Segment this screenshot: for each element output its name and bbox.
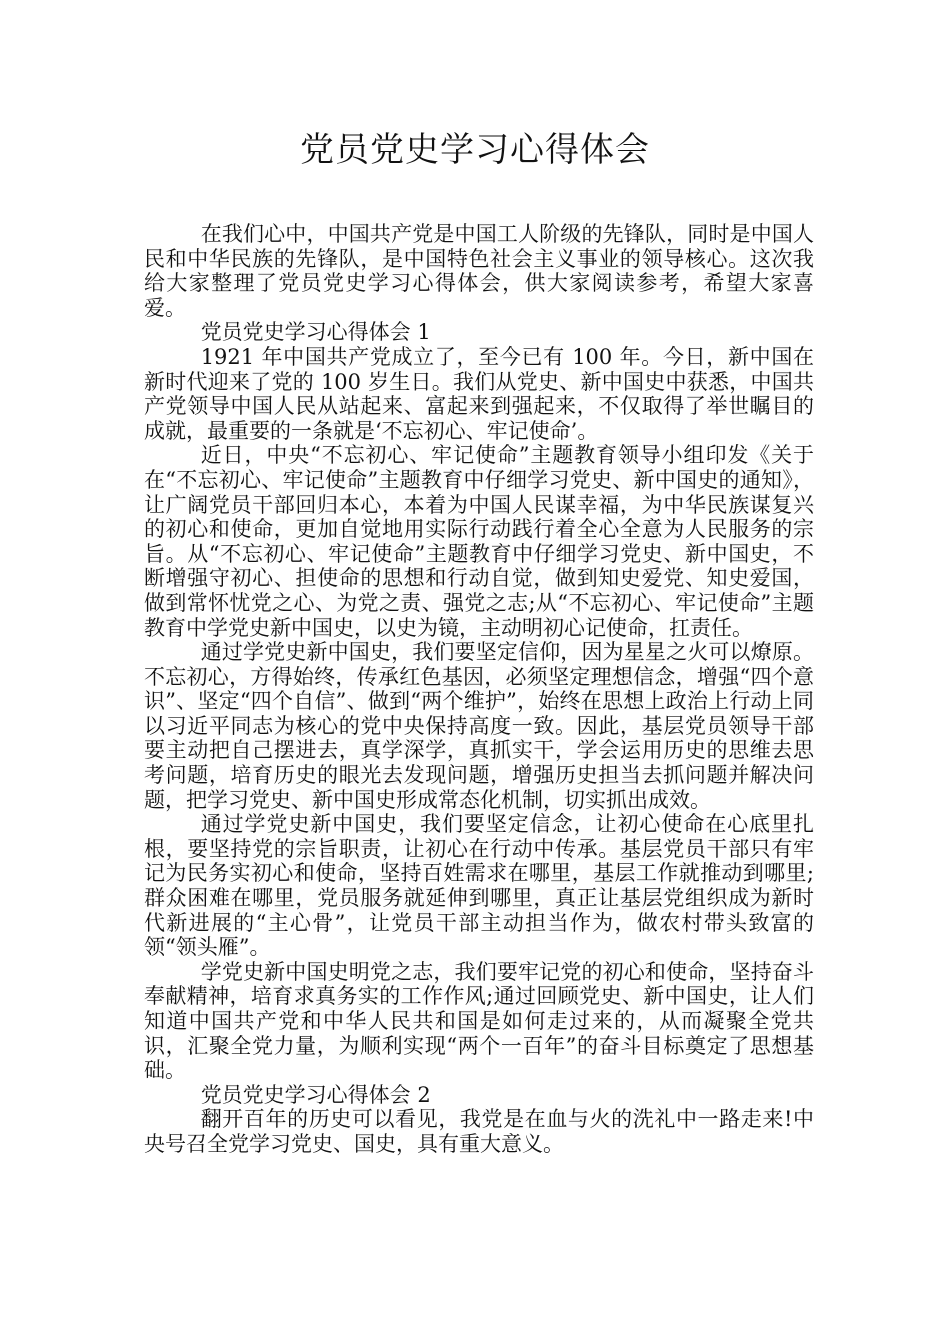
section-heading-1: 党员党史学习心得体会 1: [200, 320, 431, 345]
section1-paragraph: 学党史新中国史明党之志，我们要牢记党的初心和使命，坚持奋斗奉献精神，培育求真务实的工作作风;通过回顾党史、新中国史，让人们知道中国共产党和中华人民共和国是如何走过来的，从而凝聚全党共识，汇聚全党力量，为顺利实现“两个一百年”的奋斗目标奠定了思想基础。: [144, 959, 814, 1083]
document-body: [144, 222, 814, 1157]
document-title: 党员党史学习心得体会: [300, 130, 650, 170]
intro-paragraph: 在我们心中，中国共产党是中国工人阶级的先锋队，同时是中国人民和中华民族的先锋队，是中国特色社会主义事业的领导核心。这次我给大家整理了党员党史学习心得体会，供大家阅读参考，希望大家喜爱。: [144, 222, 814, 320]
section1-paragraph: 近日，中央“不忘初心、牢记使命”主题教育领导小组印发《关于在“不忘初心、牢记使命”主题教育中仔细学习党史、新中国史的通知》，让广阔党员干部回归本心，本着为中国人民谋幸福，为中华民族谋复兴的初心和使命，更加自觉地用实际行动践行着全心全意为人民服务的宗旨。从“不忘初心、牢记使命”主题教育中仔细学习党史、新中国史，不断增强守初心、担使命的思想和行动自觉，做到知史爱党、知史爱国，做到常怀忧党之心、为党之责、强党之志;从“不忘初心、牢记使命”主题教育中学党史新中国史，以史为镜，主动明初心记使命，扛责任。: [144, 443, 814, 640]
section1-paragraph: 1921 年中国共产党成立了，至今已有 100 年。今日，新中国在新时代迎来了党的 100 岁生日。我们从党史、新中国史中获悉，中国共产党领导中国人民从站起来、富起来到强起来，不仅取得了举世瞩目的成就，最重要的一条就是‘不忘初心、牢记使命’。: [144, 344, 814, 443]
section1-paragraph: 通过学党史新中国史，我们要坚定信念，让初心使命在心底里扎根，要坚持党的宗旨职责，让初心在行动中传承。基层党员干部只有牢记为民务实初心和使命，坚持百姓需求在哪里，基层工作就推动到哪里;群众困难在哪里，党员服务就延伸到哪里，真正让基层党组织成为新时代新进展的“主心骨”，让党员干部主动担当作为，做农村带头致富的领“领头雁”。: [144, 812, 814, 960]
section1-paragraph: 通过学党史新中国史，我们要坚定信仰，因为星星之火可以燎原。不忘初心，方得始终，传承红色基因，必须坚定理想信念，增强“四个意识”、坚定“四个自信”、做到“两个维护”，始终在思想上政治上行动上同以习近平同志为核心的党中央保持高度一致。因此，基层党员领导干部要主动把自己摆进去，真学深学，真抓实干，学会运用历史的思维去思考问题，培育历史的眼光去发现问题，增强历史担当去抓问题并解决问题，把学习党史、新中国史形成常态化机制，切实抓出成效。: [144, 640, 814, 812]
section2-paragraph: 翻开百年的历史可以看见，我党是在血与火的洗礼中一路走来!中央号召全党学习党史、国史，具有重大意义。: [144, 1107, 814, 1156]
section-heading-2: 党员党史学习心得体会 2: [200, 1082, 431, 1107]
